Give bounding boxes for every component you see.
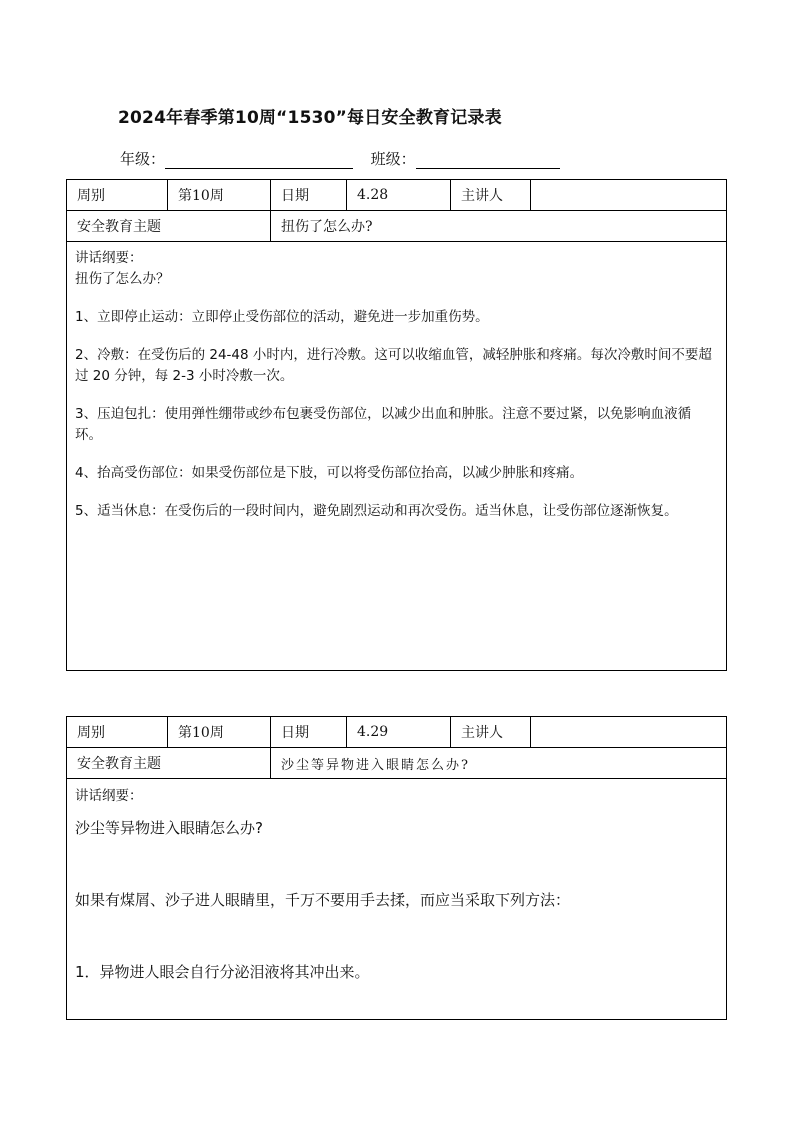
topic-label: 安全教育主题 — [67, 748, 271, 778]
outline-line: 沙尘等异物进入眼睛怎么办? — [75, 819, 263, 837]
week-label: 周别 — [67, 717, 168, 747]
date-label: 日期 — [271, 717, 347, 747]
date-label: 日期 — [271, 180, 347, 210]
outline-label: 讲话纲要： — [75, 788, 143, 804]
outline-label: 讲话纲要： — [75, 250, 143, 266]
grade-label: 年级： — [120, 150, 166, 168]
speaker-label: 主讲人 — [451, 180, 531, 210]
outline-line: 1．异物进人眼会自行分泌泪液将其冲出来。 — [75, 963, 370, 981]
grade-class-line — [120, 148, 560, 169]
week-value: 第10周 — [168, 717, 271, 747]
topic-value: 扭伤了怎么办? — [281, 219, 373, 235]
outline-line: 4、抬高受伤部位：如果受伤部位是下肢，可以将受伤部位抬高，以减少肿胀和疼痛。 — [75, 465, 584, 481]
topic-row — [67, 211, 726, 242]
week-label: 周别 — [67, 180, 168, 210]
outline-line: 5、适当休息：在受伤后的一段时间内，避免剧烈运动和再次受伤。适当休息，让受伤部位逐渐恢复。 — [75, 503, 678, 519]
speaker-value[interactable] — [531, 717, 726, 747]
speaker-label: 主讲人 — [451, 717, 531, 747]
week-value: 第10周 — [168, 180, 271, 210]
grade-blank[interactable] — [165, 154, 353, 169]
speaker-value[interactable] — [531, 180, 726, 210]
date-value: 4.29 — [347, 717, 451, 747]
record-table-1 — [66, 179, 727, 671]
record-header-row — [67, 180, 726, 211]
topic-value: 沙尘等异物进入眼睛怎么办? — [281, 757, 470, 773]
page-title: 2024年春季第10周“1530”每日安全教育记录表 — [118, 108, 502, 128]
class-label: 班级： — [370, 150, 416, 168]
topic-label: 安全教育主题 — [67, 211, 271, 241]
outline-line: 2、冷敷：在受伤后的 24-48 小时内，进行冷敷。这可以收缩血管，减轻肿胀和疼痛。每次冷敷时间不要超过 20 分钟，每 2-3 小时冷敷一次。 — [75, 347, 712, 384]
outline-line: 3、压迫包扎：使用弹性绷带或纱布包裹受伤部位，以减少出血和肿胀。注意不要过紧，以免影响血液循环。 — [75, 406, 692, 443]
outline-line: 1、立即停止运动：立即停止受伤部位的活动，避免进一步加重伤势。 — [75, 309, 489, 325]
class-blank[interactable] — [416, 154, 560, 169]
outline-line: 扭伤了怎么办？ — [75, 271, 170, 287]
outline-section — [67, 242, 726, 522]
outline-section — [67, 779, 726, 983]
date-value: 4.28 — [347, 180, 451, 210]
outline-line: 如果有煤屑、沙子进人眼睛里，千万不要用手去揉，而应当采取下列方法： — [75, 891, 571, 909]
record-table-2 — [66, 716, 727, 1020]
topic-row — [67, 748, 726, 779]
record-header-row — [67, 717, 726, 748]
